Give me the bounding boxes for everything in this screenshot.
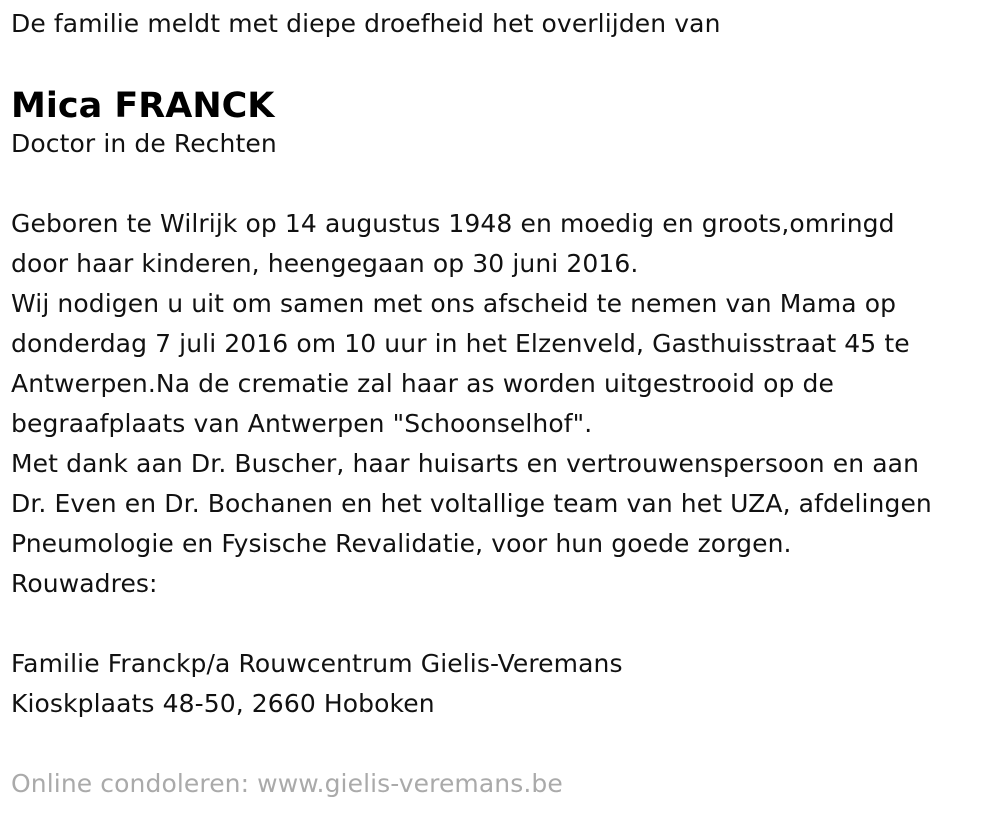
body-line: Antwerpen.Na de crematie zal haar as worden uitgestrooid op de <box>11 369 834 398</box>
deceased-name: Mica FRANCK <box>11 86 275 126</box>
address-line-2: Kioskplaats 48-50, 2660 Hoboken <box>11 689 435 718</box>
spacer <box>11 604 991 644</box>
mourning-address-label: Rouwadres: <box>11 569 158 598</box>
spacer <box>11 164 991 204</box>
mourning-address <box>11 644 991 724</box>
body-line: donderdag 7 juli 2016 om 10 uur in het Elzenveld, Gasthuisstraat 45 te <box>11 329 910 358</box>
body-line: Met dank aan Dr. Buscher, haar huisarts en vertrouwenspersoon en aan <box>11 449 920 478</box>
address-line-1: Familie Franckp/a Rouwcentrum Gielis-Veremans <box>11 649 623 678</box>
body-line: door haar kinderen, heengegaan op 30 juni 2016. <box>11 249 639 278</box>
body-line: Geboren te Wilrijk op 14 augustus 1948 en moedig en groots,omringd <box>11 209 895 238</box>
body-line: Dr. Even en Dr. Bochanen en het voltallige team van het UZA, afdelingen <box>11 489 932 518</box>
body-line: begraafplaats van Antwerpen "Schoonselhof". <box>11 409 593 438</box>
notice-body <box>11 204 991 604</box>
deceased-title: Doctor in de Rechten <box>11 129 277 158</box>
body-line: Pneumologie en Fysische Revalidatie, voor hun goede zorgen. <box>11 529 792 558</box>
body-line: Wij nodigen u uit om samen met ons afscheid te nemen van Mama op <box>11 289 897 318</box>
online-condolence-text: Online condoleren: www.gielis-veremans.be <box>11 769 563 798</box>
intro-text: De familie meldt met diepe droefheid het overlijden van <box>11 9 721 38</box>
death-notice <box>11 0 991 804</box>
